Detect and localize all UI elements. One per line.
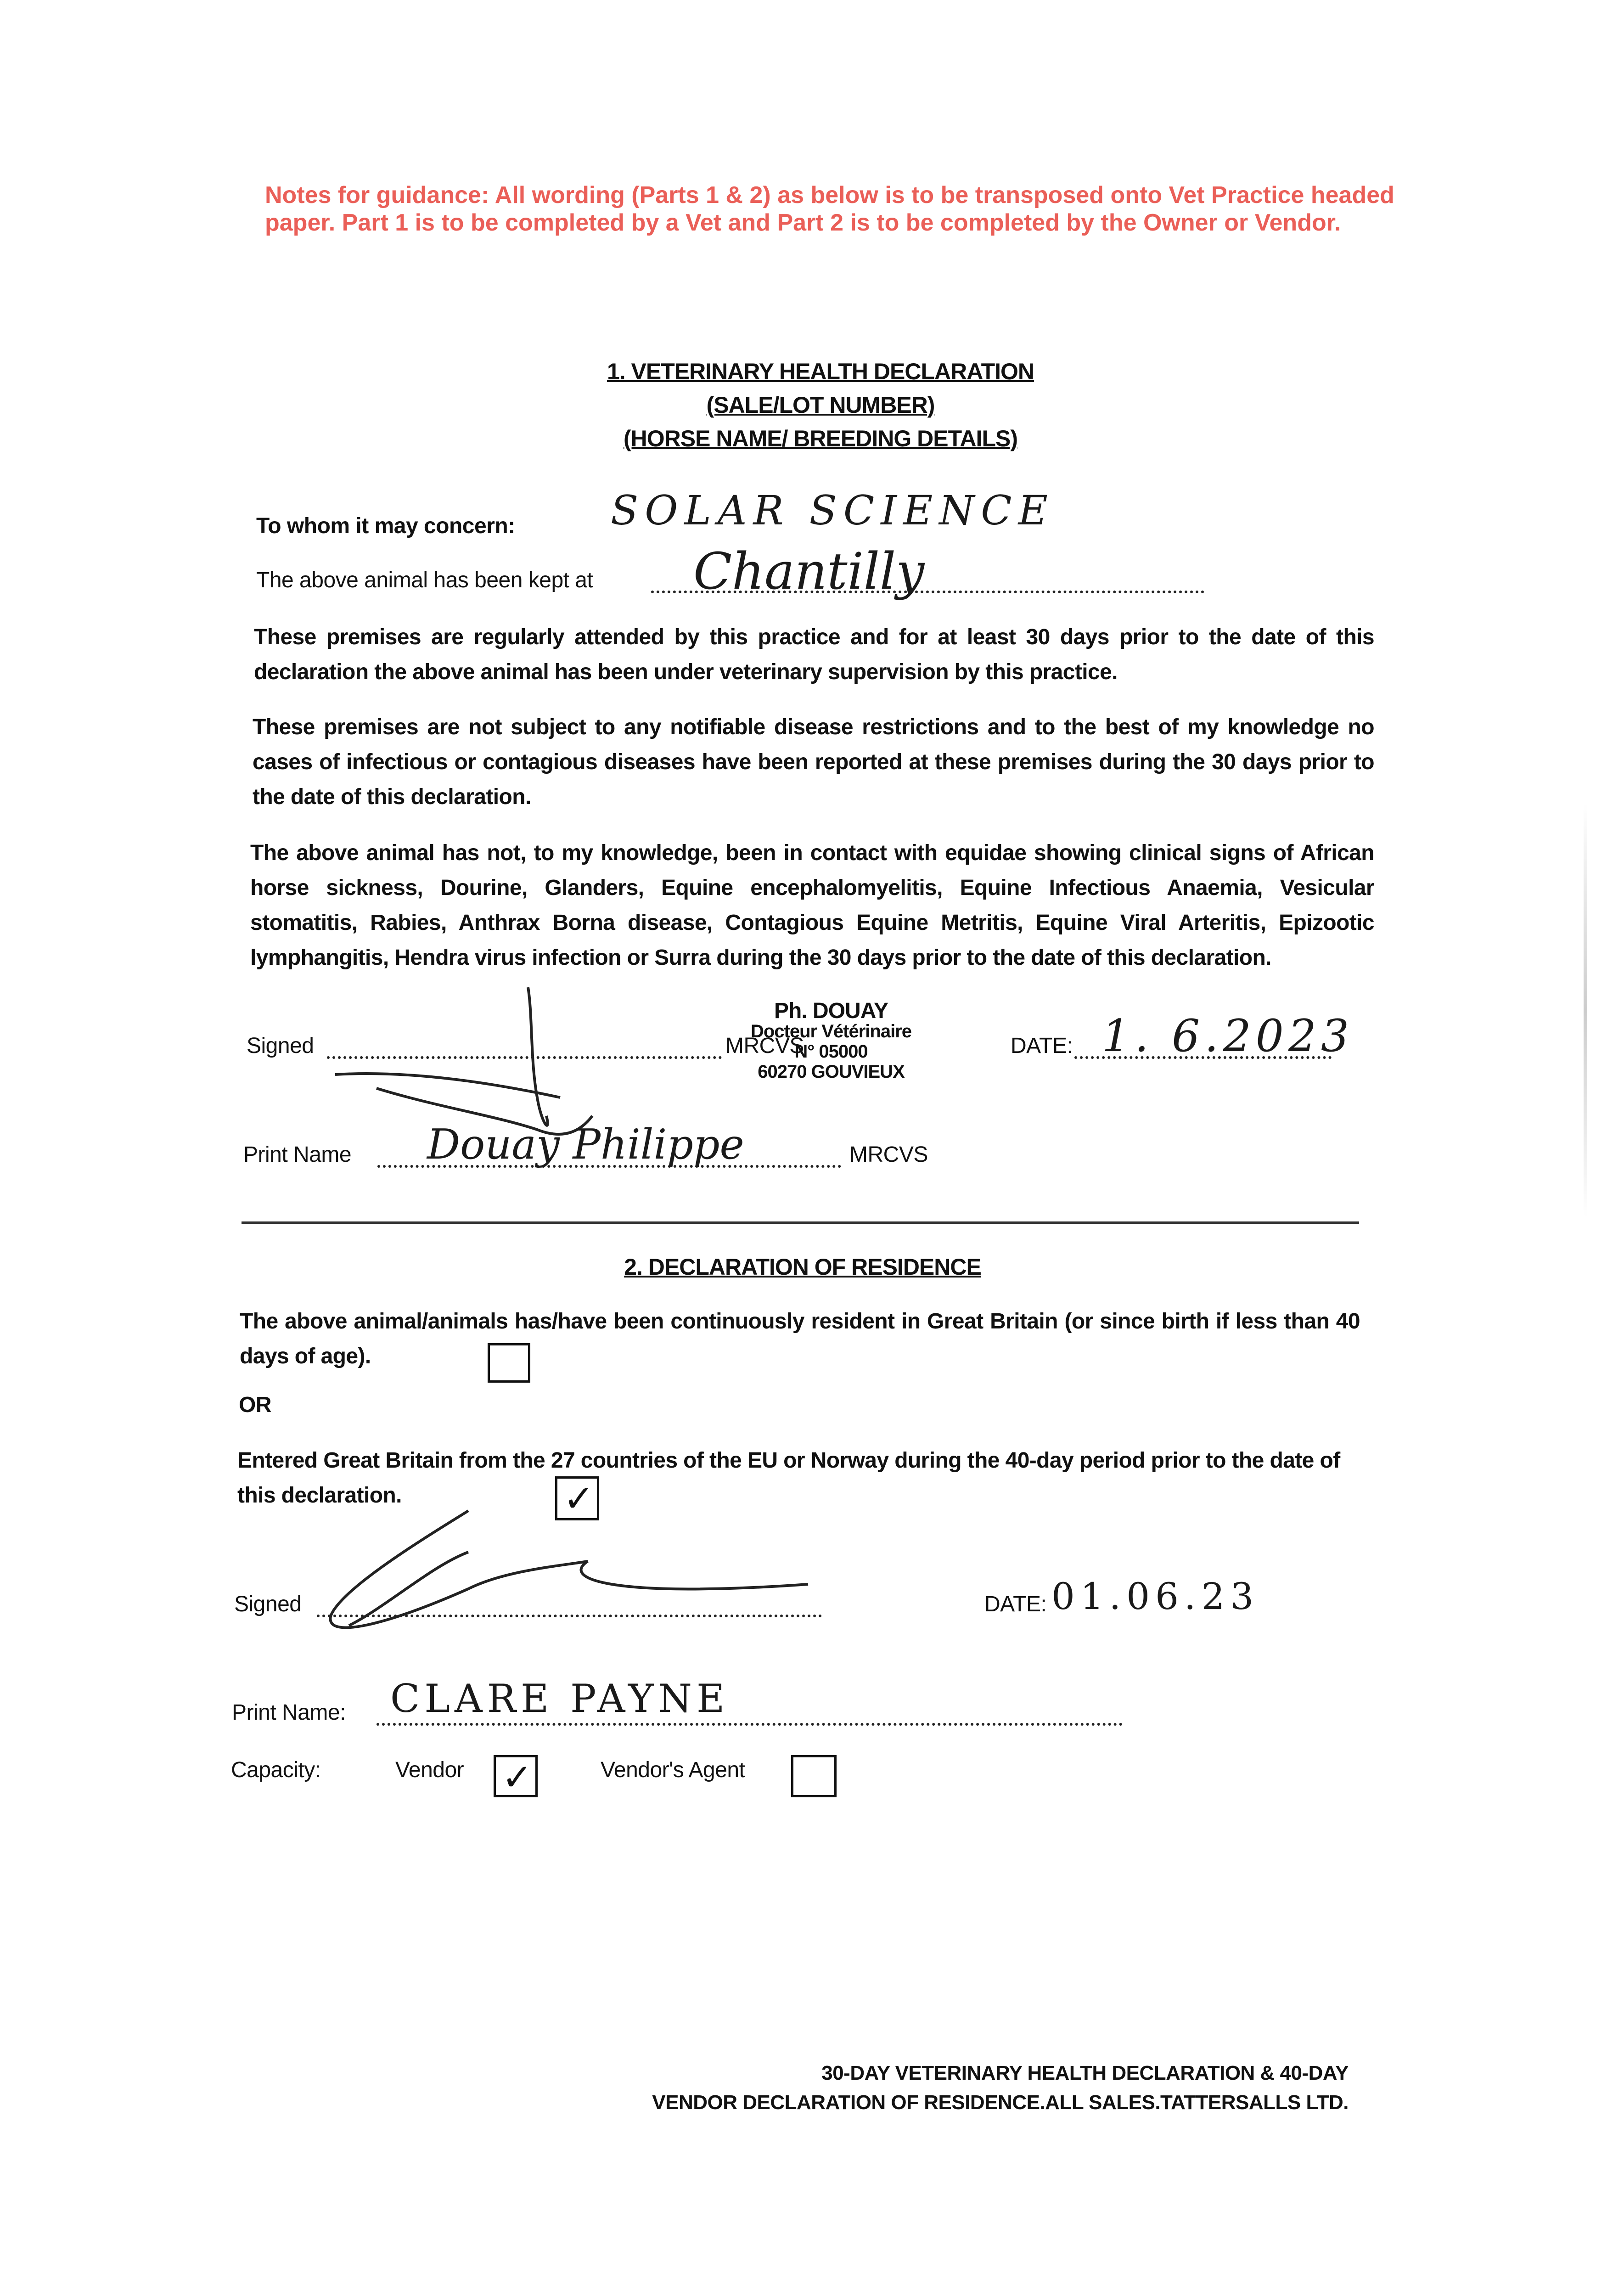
stamp-title: Docteur Vétérinaire	[750, 1021, 912, 1041]
part2-title: 2. DECLARATION OF RESIDENCE	[624, 1254, 981, 1280]
vendor-print-name-value: CLARE PAYNE	[390, 1676, 730, 1721]
checkmark-icon: ✓	[563, 1478, 594, 1519]
vendor-option-label: Vendor	[395, 1758, 464, 1782]
vendor-signed-label: Signed	[234, 1592, 302, 1616]
vendors-agent-checkbox[interactable]	[791, 1755, 837, 1797]
footer-line-1: 30-DAY VETERINARY HEALTH DECLARATION & 40-DAY	[821, 2062, 1349, 2084]
vendor-date-value: 01.06.23	[1051, 1575, 1259, 1618]
vet-practice-stamp	[735, 1001, 927, 1082]
vet-signed-label: Signed	[247, 1034, 314, 1058]
checkmark-icon: ✓	[501, 1757, 533, 1798]
stamp-name: Ph. DOUAY	[774, 999, 888, 1023]
vendor-print-name-label: Print Name:	[232, 1700, 346, 1725]
vet-date-value: 1. 6.2023	[1102, 1010, 1354, 1062]
vendors-agent-option-label: Vendor's Agent	[601, 1758, 745, 1782]
capacity-label: Capacity:	[231, 1758, 321, 1782]
kept-at-value: Chantilly	[693, 542, 925, 601]
guidance-notes: Notes for guidance: All wording (Parts 1 & 2) as below is to be transposed onto Vet Practice headed paper. Part 1 is to be completed by a Vet and Part 2 is to be completed by the Owner or Vendor.	[265, 182, 1394, 236]
vet-date-label: DATE:	[1011, 1034, 1073, 1058]
part1-sale-lot: (SALE/LOT NUMBER)	[706, 392, 935, 418]
vendor-print-name-line	[376, 1723, 1123, 1726]
or-label: OR	[239, 1393, 271, 1417]
scan-edge-shadow	[1584, 804, 1587, 1217]
stamp-address: 60270 GOUVIEUX	[758, 1062, 905, 1082]
stamp-number: N° 05000	[794, 1041, 868, 1062]
residence-option-1-checkbox[interactable]	[488, 1343, 530, 1383]
part1-horse-breeding: (HORSE NAME/ BREEDING DETAILS)	[624, 426, 1017, 451]
residence-option-2-text: Entered Great Britain from the 27 countries of the EU or Norway during the 40-day period prior to the date of this declaration.	[237, 1448, 1340, 1508]
horse-name-value: SOLAR SCIENCE	[611, 487, 1054, 534]
kept-at-label: The above animal has been kept at	[256, 568, 593, 592]
vet-mrcvs-label: MRCVS	[725, 1034, 804, 1058]
part1-paragraph-1: These premises are regularly attended by this practice and for at least 30 days prior to the date of this declaration the above animal has been under veterinary supervision by this practice.	[254, 625, 1374, 684]
vet-print-name-label: Print Name	[243, 1142, 352, 1167]
vendor-checkbox[interactable]	[494, 1755, 538, 1797]
vet-print-mrcvs: MRCVS	[849, 1142, 928, 1167]
part1-paragraph-3: The above animal has not, to my knowledge, been in contact with equidae showing clinical signs of African horse sickness, Dourine, Glanders, Equine encephalomyelitis, Equine Infectious Anaemia, Vesicular stomatitis, Rabies, Anthrax Borna disease, Contagious Equine Metritis, Equine Viral Arteritis, Epizootic lymphangitis, Hendra virus infection or Surra during the 30 days prior to the date of this declaration.	[250, 841, 1374, 970]
vet-print-name-value: Douay Philippe	[427, 1120, 744, 1169]
part1-title: 1. VETERINARY HEALTH DECLARATION	[607, 359, 1034, 384]
section-divider	[242, 1221, 1359, 1224]
footer-line-2: VENDOR DECLARATION OF RESIDENCE.ALL SALES.TATTERSALLS LTD.	[652, 2091, 1349, 2114]
to-whom-label: To whom it may concern:	[256, 514, 515, 538]
vendor-date-label: DATE:	[984, 1592, 1047, 1616]
residence-option-1-text: The above animal/animals has/have been continuously resident in Great Britain (or since birth if less than 40 days of age).	[240, 1309, 1360, 1368]
vendor-signature	[294, 1506, 826, 1644]
part1-paragraph-2: These premises are not subject to any notifiable disease restrictions and to the best of my knowledge no cases of infectious or contagious diseases have been reported at these premises during the 30 days prior to the date of this declaration.	[253, 715, 1374, 809]
